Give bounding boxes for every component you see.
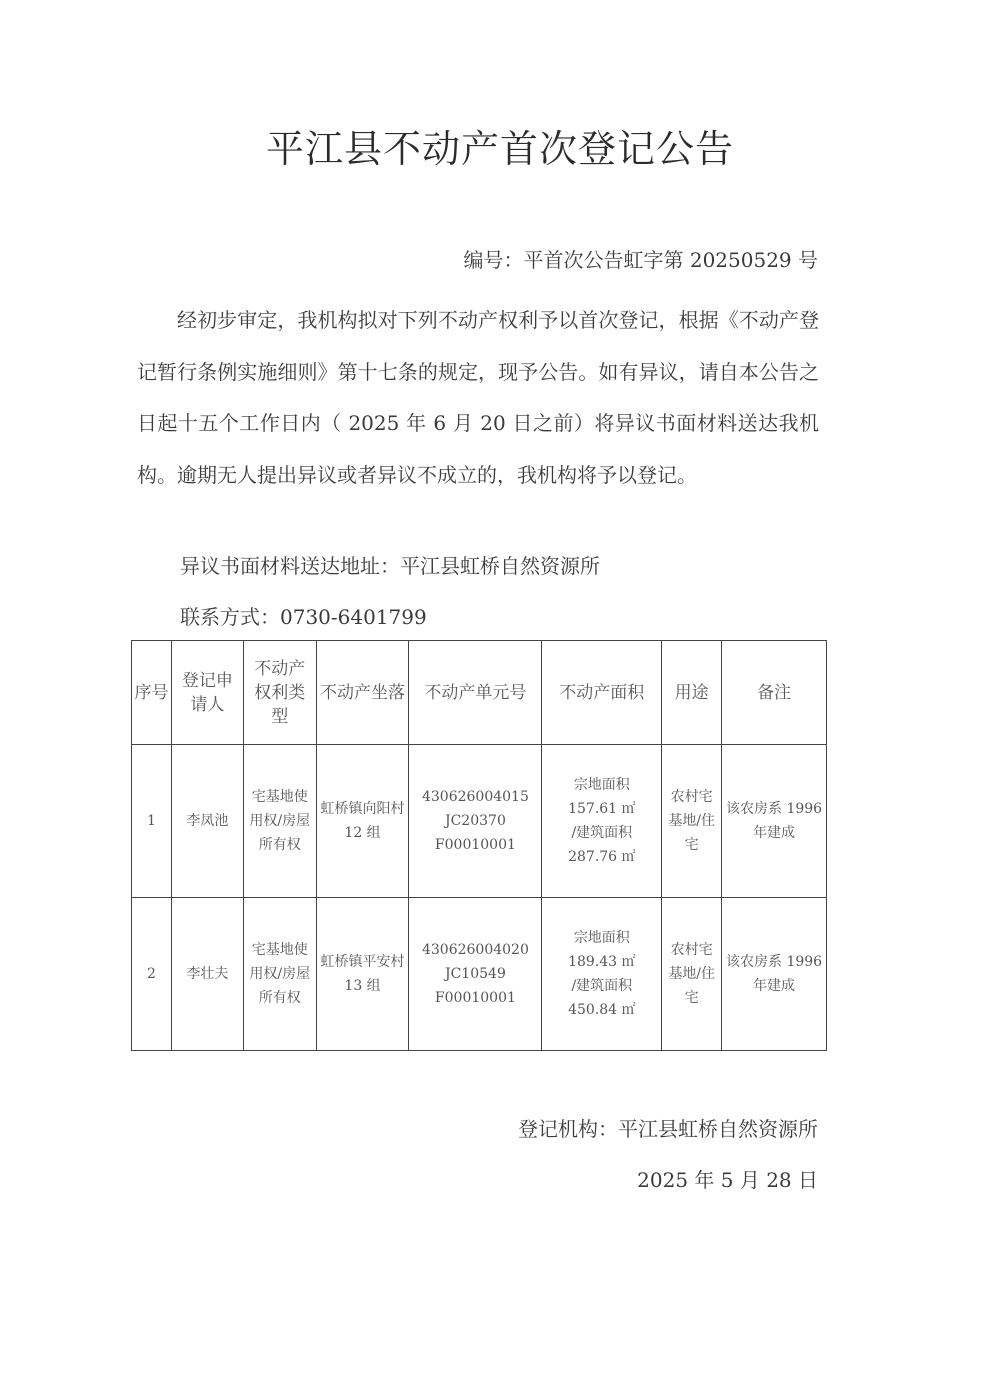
unit-no-line: F00010001 — [434, 837, 516, 853]
unit-no-line: 430626004020 — [421, 942, 529, 958]
page-title: 平江县不动产首次登记公告 — [265, 127, 734, 171]
area-line: /建筑面积 — [571, 825, 633, 841]
cell-remarks: 该农房系 1996 年建成 — [722, 745, 827, 898]
header-unit-no: 不动产单元号 — [409, 641, 542, 745]
cell-area — [542, 898, 662, 1051]
table-row — [132, 898, 827, 1051]
cell-area — [542, 745, 662, 898]
area-line: 450.84 ㎡ — [568, 1002, 636, 1018]
cell-seq: 2 — [132, 898, 172, 1051]
unit-no-line: F00010001 — [434, 990, 516, 1006]
unit-no-line: JC20370 — [444, 813, 506, 829]
table-header-row — [132, 641, 827, 745]
unit-no-line: JC10549 — [444, 966, 506, 982]
cell-usage: 农村宅基地/住宅 — [662, 898, 722, 1051]
unit-no-line: 430626004015 — [421, 789, 529, 805]
table-row — [132, 745, 827, 898]
area-line: 宗地面积 — [573, 930, 630, 946]
area-line: 287.76 ㎡ — [568, 849, 636, 865]
cell-seq: 1 — [132, 745, 172, 898]
cell-location: 虹桥镇向阳村 12 组 — [316, 745, 409, 898]
header-applicant: 登记申请人 — [171, 641, 243, 745]
header-remarks: 备注 — [722, 641, 827, 745]
area-line: /建筑面积 — [571, 978, 633, 994]
cell-right-type: 宅基地使用权/房屋所有权 — [243, 898, 316, 1051]
objection-address: 异议书面材料送达地址：平江县虹桥自然资源所 — [180, 554, 600, 578]
cell-unit-no — [409, 898, 542, 1051]
header-right-type: 不动产权利类型 — [243, 641, 316, 745]
header-seq: 序号 — [132, 641, 172, 745]
area-line: 189.43 ㎡ — [568, 954, 636, 970]
area-line: 宗地面积 — [573, 777, 630, 793]
area-line: 157.61 ㎡ — [568, 801, 636, 817]
cell-location: 虹桥镇平安村 13 组 — [316, 898, 409, 1051]
registration-table — [131, 640, 827, 1051]
issuing-organization: 登记机构：平江县虹桥自然资源所 — [518, 1117, 818, 1141]
cell-unit-no — [409, 745, 542, 898]
header-area: 不动产面积 — [542, 641, 662, 745]
notice-body: 经初步审定，我机构拟对下列不动产权利予以首次登记，根据《不动产登记暂行条例实施细则》第十七条的规定，现予公告。如有异议，请自本公告之日起十五个工作日内（ 2025 年 6 月 20 日之前）将异议书面材料送达我机构。逾期无人提出异议或者异议不成立的，我机构将予以登记。 — [137, 308, 819, 487]
header-usage: 用途 — [662, 641, 722, 745]
header-location: 不动产坐落 — [316, 641, 409, 745]
contact-info: 联系方式：0730-6401799 — [180, 605, 427, 629]
cell-usage: 农村宅基地/住宅 — [662, 745, 722, 898]
issue-date: 2025 年 5 月 28 日 — [637, 1168, 818, 1192]
cell-applicant: 李壮夫 — [171, 898, 243, 1051]
cell-right-type: 宅基地使用权/房屋所有权 — [243, 745, 316, 898]
cell-remarks: 该农房系 1996 年建成 — [722, 898, 827, 1051]
cell-applicant: 李凤池 — [171, 745, 243, 898]
document-number: 编号：平首次公告虹字第 20250529 号 — [463, 248, 818, 272]
